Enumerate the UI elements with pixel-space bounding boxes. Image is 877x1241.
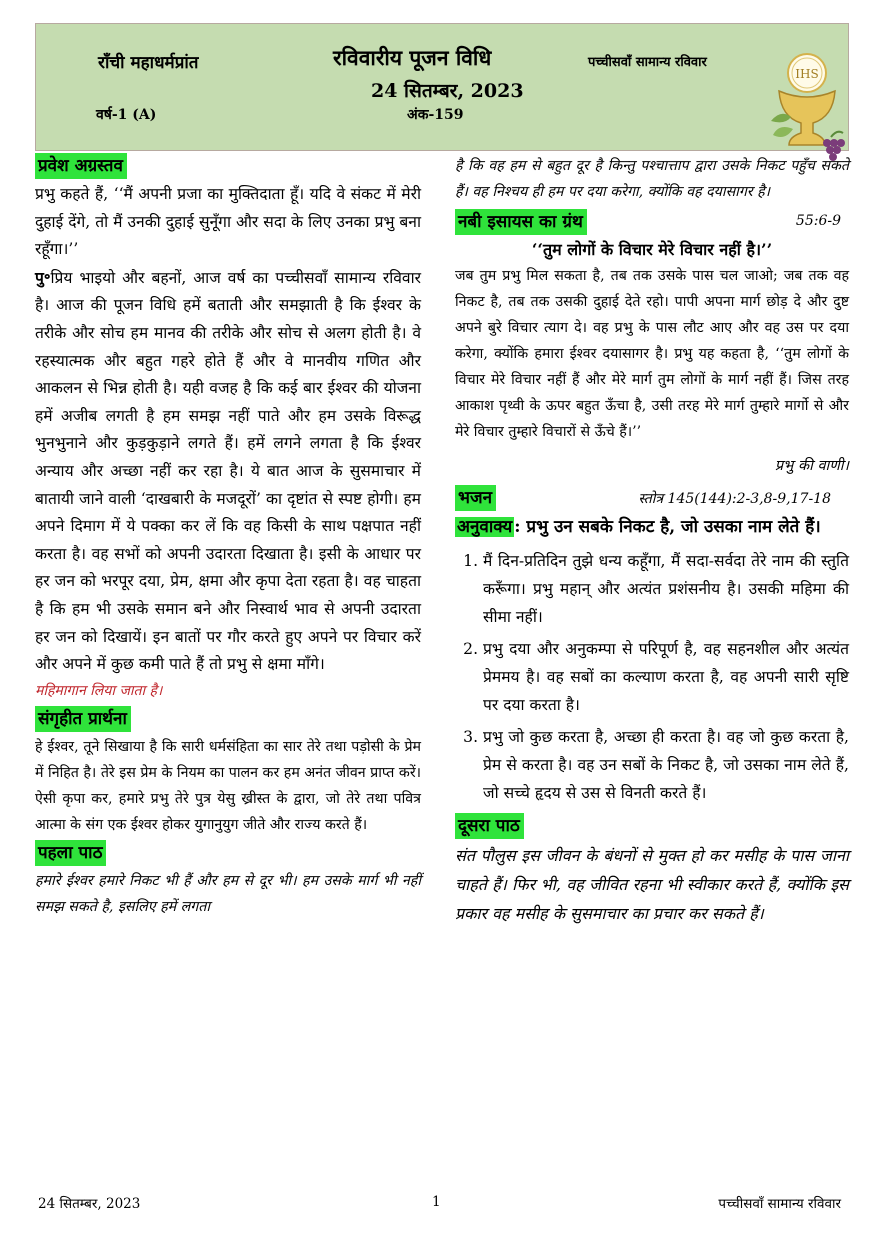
first-reading-heading: पहला पाठ	[35, 840, 106, 866]
psalm-response	[455, 513, 849, 541]
header-date: 24 सितम्बर, 2023	[371, 80, 524, 102]
chalice-host-icon	[767, 51, 847, 165]
first-reading-intro-part1: हमारे ईश्वर हमारे निकट भी हैं और हम से दूर भी। हम उसके मार्ग भी नहीं समझ सकते है, इसलिए हमें लगता	[35, 872, 421, 915]
psalm-verses	[455, 547, 849, 807]
psalm-verse: 3. प्रभु जो कुछ करता है, अच्छा ही करता है। वह जो कुछ करता है, प्रेम से करता है। वह उन सबों के निकट है, जो उसका नाम लेते हैं, जो सच्चे हृदय से उस से विनती करते हैं।	[483, 723, 849, 807]
footer-sunday: पच्चीसवाँ सामान्य रविवार	[718, 1196, 841, 1212]
first-reading-intro-part2: है कि वह हम से बहुत दूर है किन्तु पश्चात्ताप द्वारा उसके निकट पहुँच सकते हैं। वह निश्चय ही हम पर दया करेगा, क्योंकि वह दयासागर है।	[455, 158, 849, 200]
reading-book: नबी इसायस का ग्रंथ	[455, 209, 587, 235]
psalm-verse: 1. मैं दिन-प्रतिदिन तुझे धन्य कहूँगा, मैं सदा-सर्वदा तेरे नाम की स्तुति करूँगा। प्रभु महान् और अत्यंत प्रशंसनीय है। उसकी महिमा की सीमा नहीं।	[483, 547, 849, 631]
issue-number: अंक-159	[407, 107, 464, 123]
second-reading-heading: दूसरा पाठ	[455, 813, 524, 839]
response-label: अनुवाक्य	[457, 517, 513, 537]
gloria-note: महिमागान लिया जाता है।	[35, 682, 163, 699]
collect-heading: संगृहीत प्रार्थना	[35, 706, 131, 732]
section-second-reading	[455, 813, 849, 839]
introduction-text: प्रिय भाइयो और बहनों, आज वर्ष का पच्चीसवाँ सामान्य रविवार है। आज की पूजन विधि हमें बताती और समझाती है कि ईश्वर के तरीके और सोच हम मानव की तरीके और सोच से अलग होती है। वे रहस्यात्मक और बहुत गहरे होते हैं और वे मानवीय गणित और आकलन से भिन्न होती है। यही वजह है कि कई बार ईश्वर की योजना हमें अजीब लगती है हम समझ नहीं पाते और हम उसके विरूद्ध भुनभुनाने और कुड़कुड़ाने लगते हैं। हमें लगने लगता है कि ईश्वर अन्याय और अच्छा नहीं कर रहा है। ये बात आज के सुसमाचार में बातायी जाने वाली ‘दाखबारी के मजदूरों’ का दृष्टांत से स्पष्ट होगी। हम अपने दिमाग में ये पक्का कर लें कि वह किसी के साथ पक्षपात नहीं करता है। वह सभों को अपनी उदारता दिखाता है। इसी के आधार पर हर जन को भरपूर दया, प्रेम, क्षमा और कृपा देता रहता है। वह चाहता है कि हम भी उसके समान बने और निस्वार्थ भाव से अपनी उदारता हर जन को दिखायें। इन बातों पर गौर करते हुए अपने पर विचार करें और अपने में कुछ कमी पाते हैं तो प्रभु से क्षमा माँगे।	[35, 268, 421, 674]
right-column	[455, 153, 849, 928]
footer-date: 24 सितम्बर, 2023	[38, 1196, 141, 1212]
reading-closing: प्रभु की वाणी।	[774, 458, 849, 474]
psalm-verse: 2. प्रभु दया और अनुकम्पा से परिपूर्ण है, वह सहनशील और अत्यंत प्रेममय है। वह सबों का कल्याण करता है, वह अपनी सारी सृष्टि पर दया करता है।	[483, 635, 849, 719]
section-collect	[35, 706, 421, 732]
section-first-reading	[35, 840, 421, 866]
section-isaiah	[455, 209, 849, 235]
svg-text:IHS: IHS	[795, 67, 819, 81]
section-entrance	[35, 153, 421, 179]
introduction-paragraph	[35, 264, 421, 679]
entrance-heading: प्रवेश अग्रस्तव	[35, 153, 127, 179]
priest-label: पु॰	[35, 267, 51, 287]
page-number: 1	[432, 1194, 441, 1210]
reading-title: ‘‘तुम लोगों के विचार मेरे विचार नहीं है।’’	[531, 240, 773, 259]
reading-text: जब तुम प्रभु मिल सकता है, तब तक उसके पास चल जाओ; जब तक वह निकट है, तब तक उसकी दुहाई देते रहो। पापी अपना मार्ग छोड़ दे और दुष्ट अपने बुरे विचार त्याग दे। वह प्रभु के पास लौट आए और वह उस पर दया करेगा, क्योंकि हमारा ईश्वर दयासागर है। प्रभु यह कहता है, ‘‘तुम लोगों के विचार मेरे विचार नहीं हैं और मेरे मार्ग तुम लोगों के मार्ग नहीं हैं। जिस तरह आकाश पृथ्वी के ऊपर बहुत ऊँचा है, उसी तरह मेरे मार्ग तुम्हारे मार्गो से और मेरे विचार तुम्हारे विचारों से ऊँचे हैं।’’	[455, 268, 849, 440]
psalm-heading: भजन	[455, 485, 496, 511]
header-banner	[35, 23, 849, 151]
sunday-name: पच्चीसवाँ सामान्य रविवार	[588, 55, 707, 70]
entrance-antiphon: प्रभु कहते हैं, ‘‘मैं अपनी प्रजा का मुक्तिदाता हूँ। यदि वे संकट में मेरी दुहाई देंगे, तो मैं उनकी दुहाई सुनूँगा और सदा के लिए उनका प्रभु बना रहूँगा।’’	[35, 185, 421, 259]
psalm-reference: स्तोत्र 145(144):2-3,8-9,17-18	[638, 491, 831, 507]
section-psalm	[455, 485, 849, 511]
reading-reference: 55:6-9	[795, 213, 841, 229]
page-title: रविवारीय पूजन विधि	[333, 45, 492, 70]
liturgical-year: वर्ष-1 (A)	[96, 107, 157, 123]
response-text: : प्रभु उन सबके निकट है, जो उसका नाम लेते हैं।	[514, 517, 821, 537]
diocese-name: राँची महाधर्मप्रांत	[98, 53, 199, 73]
second-reading-intro: संत पौलुस इस जीवन के बंधनों से मुक्त हो कर मसीह के पास जाना चाहते हैं। फिर भी, वह जीवित रहना भी स्वीकार करते हैं, क्योंकि इस प्रकार वह मसीह के सुसमाचार का प्रचार कर सकते हैं।	[455, 846, 849, 923]
left-column	[35, 153, 421, 920]
collect-text: हे ईश्वर, तूने सिखाया है कि सारी धर्मसंहिता का सार तेरे तथा पड़ोसी के प्रेम में निहित है। तेरे इस प्रेम के नियम का पालन कर हम अनंत जीवन प्राप्त करें। ऐसी कृपा कर, हमारे प्रभु तेरे पुत्र येसु ख्रीस्त के द्वारा, जो तेरे तथा पवित्र आत्मा के संग एक ईश्वर होकर युगानुयुग जीते और राज्य करते हैं।	[35, 738, 421, 833]
